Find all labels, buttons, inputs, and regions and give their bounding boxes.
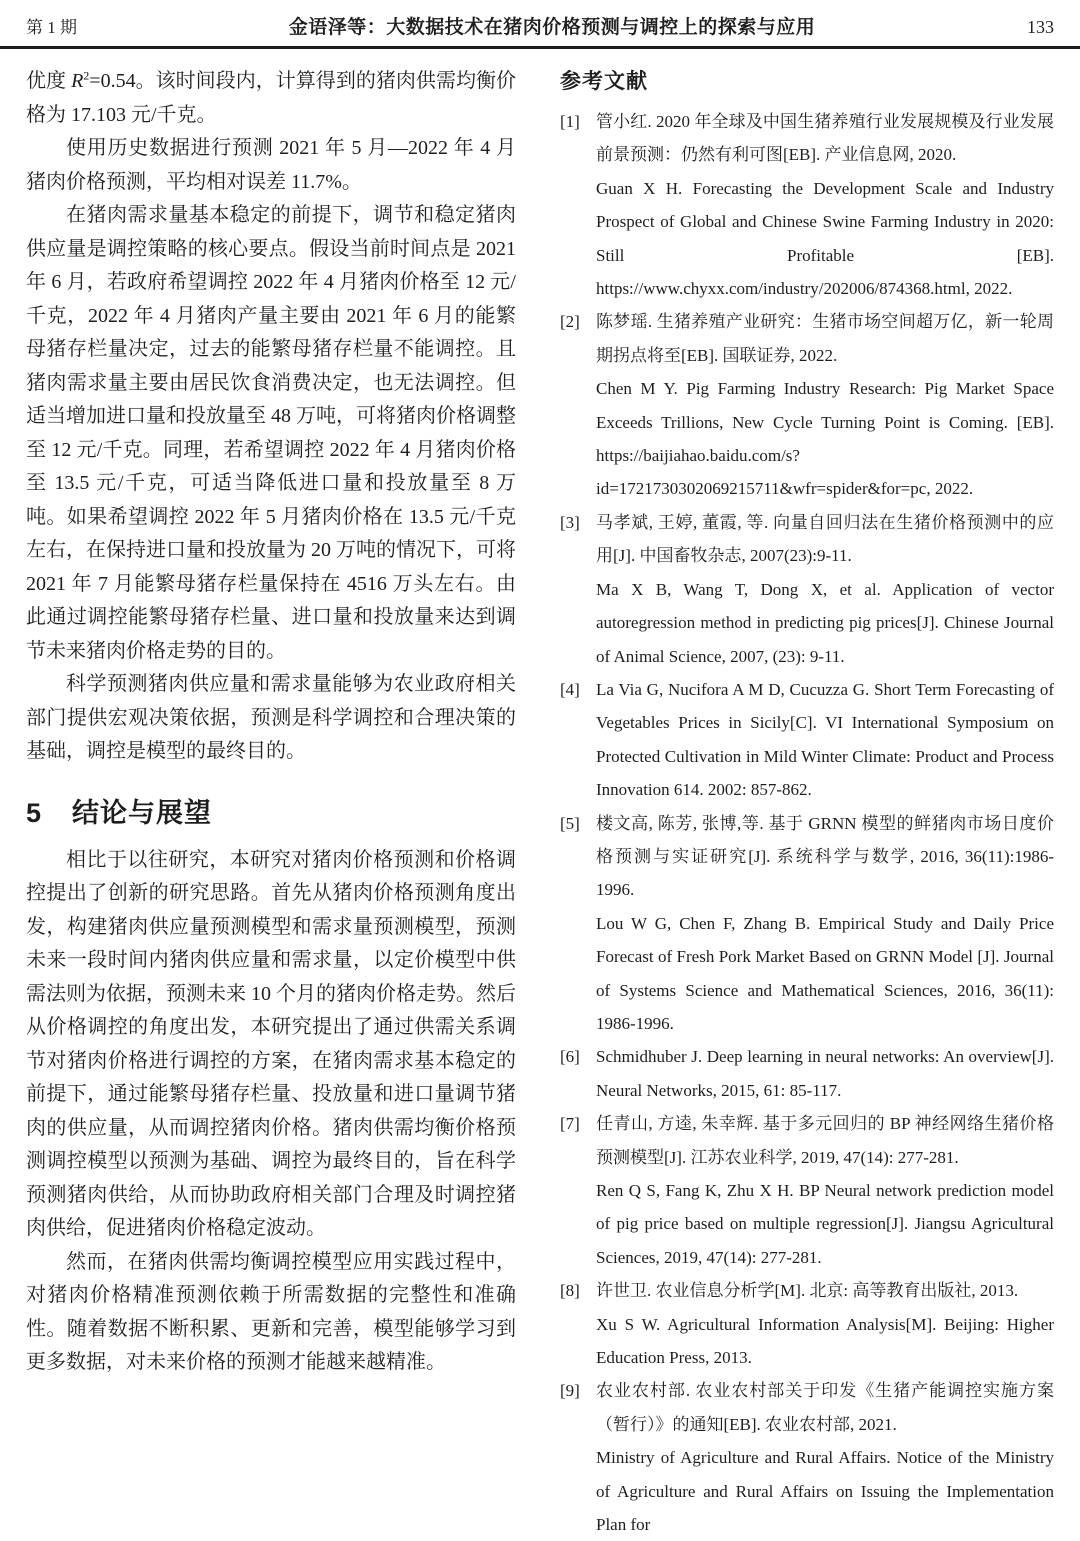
reference-line: Lou W G, Chen F, Zhang B. Empirical Study and Daily Price Forecast of Fresh Pork Market Based on GRNN Model [J]. Journal of Systems Science and Mathematical Sciences, 2016, 36(11): 1986-1996. [596,913,1054,1033]
reference-marker: [8] [560,1281,580,1301]
reference-body [596,506,1054,673]
right-column [560,65,1054,1541]
reference-marker: [4] [560,679,580,699]
reference-line: 农业农村部. 农业农村部关于印发《生猪产能调控实施方案（暂行）》的通知[EB]. 农业农村部, 2021. [596,1381,1054,1434]
reference-line: Ma X B, Wang T, Dong X, et al. Application of vector autoregression method in predicting pig prices[J]. Chinese Journal of Animal Science, 2007, (23): 9-11. [596,579,1054,666]
page-content [0,49,1080,1541]
reference-body [596,1040,1054,1107]
body-paragraph: 使用历史数据进行预测 2021 年 5 月—2022 年 4 月猪肉价格预测，平均相对误差 11.7%。 [26,137,516,193]
reference-item [560,673,1054,807]
reference-line: 楼文高, 陈芳, 张博,等. 基于 GRNN 模型的鲜猪肉市场日度价格预测与实证研究[J]. 系统科学与数学, 2016, 36(11):1986-1996. [596,813,1054,900]
body-paragraphs-before-heading [26,65,516,769]
body-paragraph: 然而，在猪肉供需均衡调控模型应用实践过程中，对猪肉价格精准预测依赖于所需数据的完整性和准确性。随着数据不断积累、更新和完善，模型能够学习到更多数据，对未来价格的预测才能越来越精准。 [26,1250,516,1373]
reference-line: Guan X H. Forecasting the Development Scale and Industry Prospect of Global and Chinese Swine Farming Industry in 2020: Still Profitable [EB]. https://www.chyxx.com/industry/202006/874368.html, 2022. [596,178,1054,299]
reference-marker: [2] [560,312,580,332]
reference-line: 管小红. 2020 年全球及中国生猪养殖行业发展规模及行业发展前景预测：仍然有利可图[EB]. 产业信息网, 2020. [596,112,1054,165]
reference-item [560,305,1054,505]
body-paragraph: 相比于以往研究，本研究对猪肉价格预测和价格调控提出了创新的研究思路。首先从猪肉价格预测角度出发，构建猪肉供应量预测模型和需求量预测模型，预测未来一段时间内猪肉供应量和需求量，以定价模型中供需法则为依据，预测未来 10 个月的猪肉价格走势。然后从价格调控的角度出发，本研究提出了通过供需关系调节对猪肉价格进行调控的方案，在猪肉需求基本稳定的前提下，通过能繁母猪存栏量、投放量和进口量调节猪肉的供应量，从而调控猪肉价格。猪肉供需均衡价格预测调控模型以预测为基础、调控为最终目的，旨在科学预测猪肉供给，从而协助政府相关部门合理及时调控猪肉供给，促进猪肉价格稳定波动。 [26,848,516,1239]
reference-marker: [9] [560,1381,580,1401]
page-header [0,0,1080,49]
reference-item [560,1374,1054,1541]
reference-line: La Via G, Nucifora A M D, Cucuzza G. Short Term Forecasting of Vegetables Prices in Sicily[C]. VI International Symposium on Protected Cultivation in Mild Winter Climate: Product and Process Innovation 614. 2002: 857-862. [596,679,1054,800]
reference-line: Schmidhuber J. Deep learning in neural networks: An overview[J]. Neural Networks, 2015, 61: 85-117. [596,1047,1054,1100]
left-column [26,65,516,1541]
reference-line: Ministry of Agriculture and Rural Affairs. Notice of the Ministry of Agriculture and Rural Affairs on Issuing the Implementation Plan for [596,1448,1054,1535]
reference-item [560,807,1054,1041]
references-list [560,105,1054,1541]
reference-line: Xu S W. Agricultural Information Analysis[M]. Beijing: Higher Education Press, 2013. [596,1314,1054,1368]
reference-item [560,1107,1054,1274]
reference-item [560,506,1054,673]
reference-marker: [1] [560,112,580,131]
reference-body [596,105,1054,305]
journal-issue: 第 1 期 [26,18,77,37]
section-number: 5 [26,797,43,828]
reference-item [560,105,1054,305]
reference-body [596,1374,1054,1541]
body-paragraph: 在猪肉需求量基本稳定的前提下，调节和稳定猪肉供应量是调控策略的核心要点。假设当前时间点是 2021 年 6 月，若政府希望调控 2022 年 4 月猪肉价格至 12 元/千克，2022 年 4 月猪肉产量主要由 2021 年 6 月的能繁母猪存栏量决定，过去的能繁母猪存栏量不能调控。且猪肉需求量主要由居民饮食消费决定，也无法调控。但适当增加进口量和投放量至 48 万吨，可将猪肉价格调整至 12 元/千克。同理，若希望调控 2022 年 4 月猪肉价格至 13.5 元/千克，可适当降低进口量和投放量至 8 万吨。如果希望调控 2022 年 5 月猪肉价格在 13.5 元/千克左右，在保持进口量和投放量为 20 万吨的情况下，可将 2021 年 7 月能繁母猪存栏量保持在 4516 万头左右。由此通过调控能繁母猪存栏量、进口量和投放量来达到调节未来猪肉价格走势的目的。 [26,204,516,662]
section-heading [26,791,516,830]
references-title: 参考文献 [560,70,648,93]
reference-marker: [7] [560,1114,580,1134]
running-title: 金语泽等：大数据技术在猪肉价格预测与调控上的探索与应用 [288,17,816,38]
reference-item [560,1040,1054,1107]
reference-body [596,1274,1054,1374]
reference-line: 马孝斌, 王婷, 董霞, 等. 向量自回归法在生猪价格预测中的应用[J]. 中国畜牧杂志, 2007(23):9-11. [596,512,1054,566]
page-number: 133 [1027,17,1054,37]
reference-line: 陈梦瑶. 生猪养殖产业研究：生猪市场空间超万亿，新一轮周期拐点将至[EB]. 国联证券, 2022. [596,312,1054,365]
reference-body [596,305,1054,505]
reference-marker: [6] [560,1047,580,1067]
reference-line: 任青山, 方逵, 朱幸辉. 基于多元回归的 BP 神经网络生猪价格预测模型[J]. 江苏农业科学, 2019, 47(14): 277-281. [596,1114,1054,1167]
body-paragraph: 科学预测猪肉供应量和需求量能够为农业政府相关部门提供宏观决策依据，预测是科学调控和合理决策的基础，调控是模型的最终目的。 [26,673,516,762]
reference-marker: [3] [560,512,580,532]
body-paragraphs-after-heading [26,844,516,1380]
reference-line: Chen M Y. Pig Farming Industry Research: Pig Market Space Exceeds Trillions, New Cycle Turning Point is Coming. [EB]. https://baijiahao.baidu.com/s?id=1721730302069215711&wfr=spider&for=pc, 2022. [596,379,1054,499]
reference-line: 许世卫. 农业信息分析学[M]. 北京: 高等教育出版社, 2013. [596,1281,1019,1301]
reference-body [596,673,1054,807]
reference-item [560,1274,1054,1374]
section-title: 结论与展望 [72,797,213,828]
body-paragraph: 优度 $R^2=0.54$。该时间段内，计算得到的猪肉供需均衡价格为 17.103 元/千克。 [26,68,517,126]
reference-marker: [5] [560,813,580,833]
reference-body [596,807,1054,1041]
reference-line: Ren Q S, Fang K, Zhu X H. BP Neural network prediction model of pig price based on multiple regression[J]. Jiangsu Agricultural Sciences, 2019, 47(14): 277-281. [596,1181,1054,1267]
reference-body [596,1107,1054,1274]
